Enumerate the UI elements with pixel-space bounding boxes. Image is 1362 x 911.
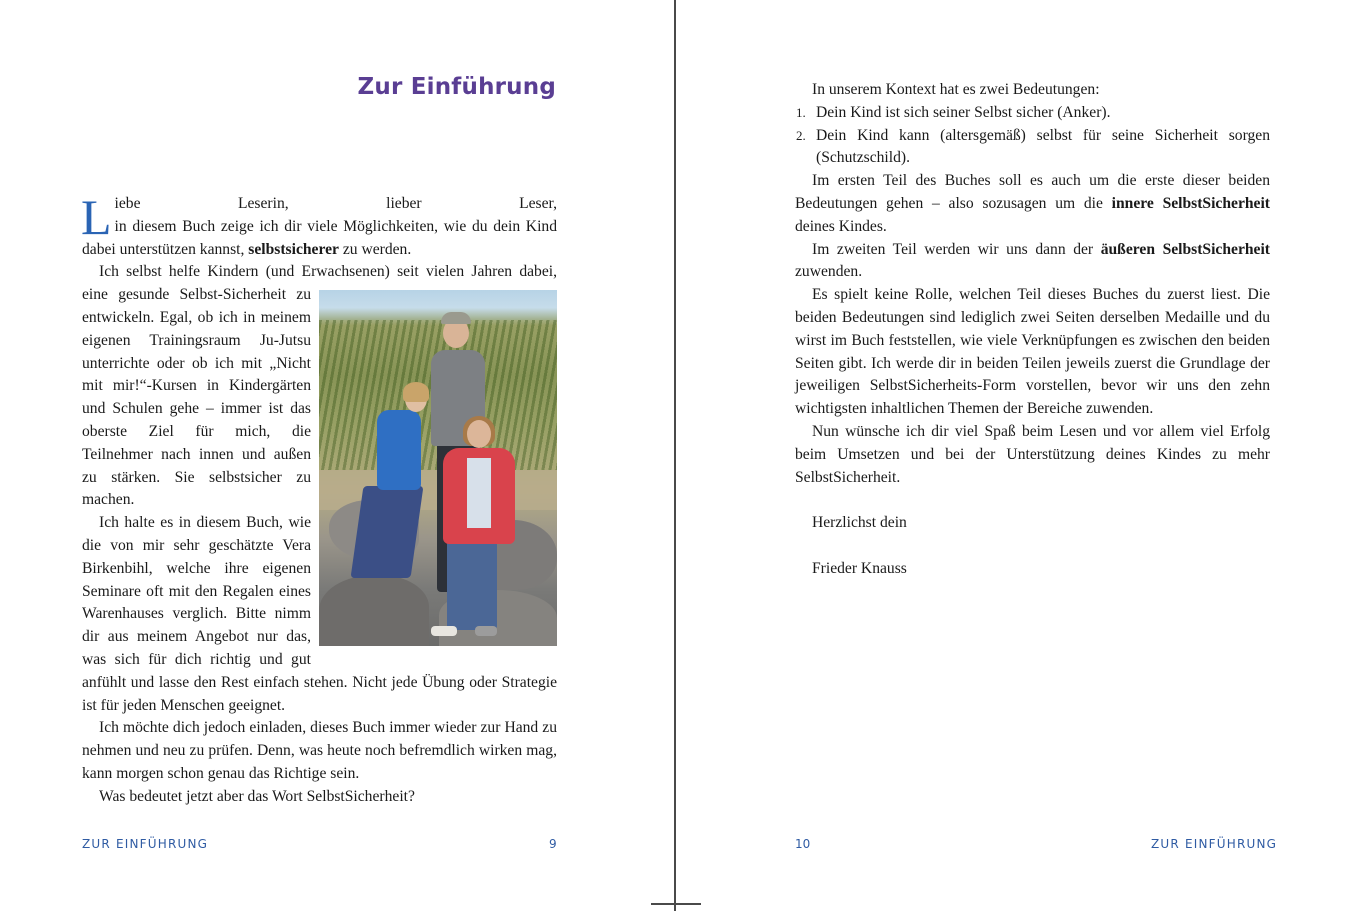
closing-line: Herzlichst dein <box>812 514 907 532</box>
text-run: deines Kindes. <box>795 217 887 235</box>
paragraph-text: Es spielt keine Rolle, welchen Teil dieses Buches du zuerst liest. Die beiden Bedeutungen sind lediglich zwei Seiten derselben Medaille und du wirst im Buch feststellen, wie viele Verknüpfungen es zwischen den beiden Seiten gibt. Ich werde dir in beiden Teilen jeweils zuerst die Grundlage der jeweiligen SelbstSicherheits-Form vorstellen, bevor wir uns den zehn wichtigsten inhaltlichen Themen der Bereiche zuwenden. <box>795 286 1270 418</box>
signature: Frieder Knauss <box>812 560 907 578</box>
meanings-list <box>795 102 1270 170</box>
paragraph-text: eine gesunde Selbst-Sicherheit zu entwickeln. Egal, ob ich in meinem eigenen Trainingsraum Ju-Jutsu unterrichte oder ob ich mit „Nicht mit mir!“-Kursen in Kindergärten und Schulen gehe – immer ist das oberste Ziel für mich, die Teilnehmer nach innen und außen zu stärken. Sie selbstsicher zu machen. <box>82 286 311 509</box>
bold-term-outer: äußeren SelbstSicherheit <box>1100 240 1270 258</box>
bold-term-inner: innere SelbstSicherheit <box>1111 194 1270 212</box>
list-item-text: Dein Kind ist sich seiner Selbst sicher (Anker). <box>816 103 1111 121</box>
paragraph-line: Ich selbst helfe Kindern (und Erwachsenen) seit vielen Jahren dabei, <box>99 263 557 281</box>
paragraph-text: Nun wünsche ich dir viel Spaß beim Lesen und vor allem viel Erfolg beim Umsetzen und bei der Unterstützung deines Kindes zu mehr SelbstSicherheit. <box>795 422 1270 486</box>
list-item-text: Dein Kind kann (altersgemäß) selbst für seine Sicherheit sorgen (Schutzschild). <box>816 126 1270 167</box>
paragraph-text <box>795 239 1270 285</box>
intro-paragraph <box>81 189 557 261</box>
list-item <box>795 102 1270 125</box>
intro-text-end: zu werden. <box>338 240 412 258</box>
list-number: 1. <box>796 104 806 120</box>
paragraph-question: Was bedeutet jetzt aber das Wort SelbstSicherheit? <box>99 787 415 805</box>
intro-text: dabei unterstützen kannst, <box>82 240 249 258</box>
intro-line: in diesem Buch zeige ich dir viele Möglichkeiten, wie du dein Kind <box>114 217 557 235</box>
left-page <box>0 0 675 911</box>
paragraph-text: Ich möchte dich jedoch einladen, dieses Buch immer wieder zur Hand zu nehmen und neu zu prüfen. Denn, was heute noch befremdlich wirken mag, kann morgen schon genau das Richtige sein. <box>82 719 557 782</box>
book-gutter <box>674 0 676 911</box>
chapter-title: Zur Einführung <box>357 74 556 100</box>
text-run: Im ersten Teil des Buches soll es auch um die erste dieser beiden Bedeutungen gehen – also sozusagen um die <box>795 172 1270 212</box>
drop-cap: L <box>81 189 112 245</box>
greeting-line: iebe Leserin, lieber Leser, <box>114 195 557 212</box>
right-page-body <box>795 79 1270 581</box>
text-run: Im zweiten Teil werden wir uns dann der <box>812 240 1101 258</box>
intro-line-bold-wrap <box>82 239 557 262</box>
right-page <box>677 0 1362 911</box>
paragraph-text: Ich halte es in diesem Buch, wie die von mir sehr geschätzte Vera Birkenbihl, welche ihre eigenen Seminare oft mit den Regalen eines Warenhauses verglich. Bitte nimm dir aus meinem Angebot nur das, was sich für dich richtig und gut anfühlt und lasse den Rest einfach stehen. Nicht jede Übung oder Strategie ist für jeden Menschen geeignet. <box>82 514 557 714</box>
list-number: 2. <box>796 127 806 143</box>
left-page-body <box>81 189 557 809</box>
paragraph-text: In unserem Kontext hat es zwei Bedeutungen: <box>812 81 1100 98</box>
text-run: zuwenden. <box>795 263 863 281</box>
list-item <box>795 125 1270 171</box>
page-number: 10 <box>795 837 811 851</box>
bold-term-selbstsicherer: selbstsicherer <box>248 240 339 258</box>
family-photo <box>319 290 557 646</box>
running-footer-label: ZUR EINFÜHRUNG <box>82 837 209 851</box>
running-footer-label: ZUR EINFÜHRUNG <box>1151 837 1278 851</box>
paragraph-text <box>795 170 1270 238</box>
page-number: 9 <box>549 837 557 851</box>
